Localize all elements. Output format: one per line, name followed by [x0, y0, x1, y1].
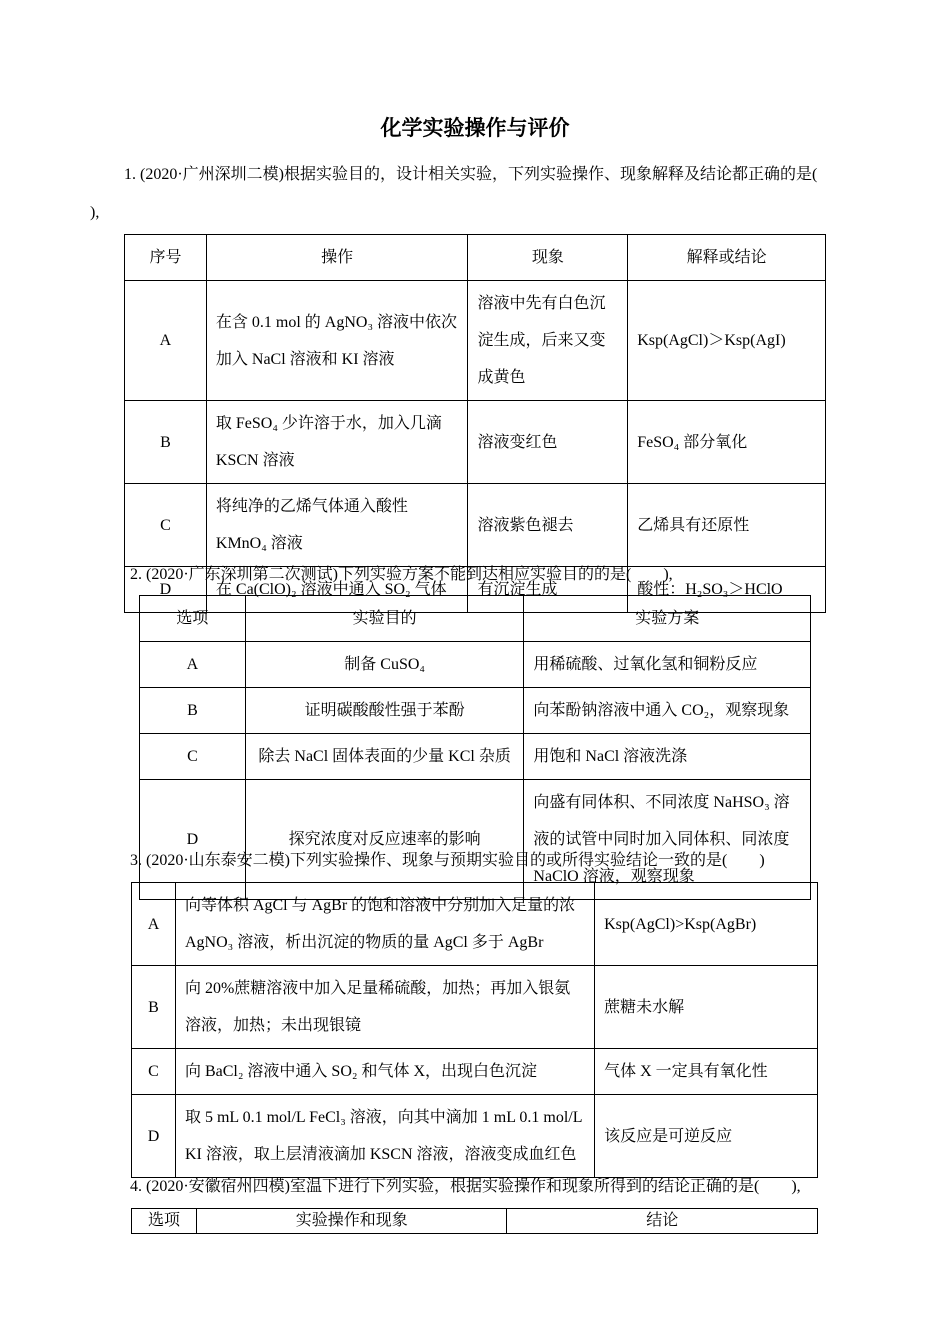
- phenomenon-cell: 有沉淀生成: [468, 567, 628, 613]
- header-cell: 实验操作和现象: [196, 1209, 507, 1234]
- question-3-stem: 3. (2020·山东泰安二模)下列实验操作、现象与预期实验目的或所得实验结论一致的是( ): [130, 852, 765, 869]
- plan-cell: 向盛有同体积、不同浓度 NaHSO₃ 溶液的试管中同时加入同体积、同浓度 NaClO 溶液，观察现象: [524, 780, 811, 900]
- phenomenon-cell: 溶液变红色: [468, 401, 628, 484]
- operation-cell: 向等体积 AgCl 与 AgBr 的饱和溶液中分别加入足量的浓 AgNO₃ 溶液，析出沉淀的物质的量 AgCl 多于 AgBr: [175, 883, 594, 966]
- row-label: B: [125, 401, 207, 484]
- conclusion-cell: 气体 X 一定具有氧化性: [595, 1049, 818, 1095]
- header-cell: 解释或结论: [628, 235, 826, 281]
- operation-cell: 在含 0.1 mol 的 AgNO₃ 溶液中依次加入 NaCl 溶液和 KI 溶液: [206, 281, 468, 401]
- table-row: [132, 966, 818, 1049]
- conclusion-cell: Ksp(AgCl)＞Ksp(AgI): [628, 281, 826, 401]
- question-1-stem: 1. (2020·广州深圳二模)根据实验目的，设计相关实验，下列实验操作、现象解释及结论都正确的是(: [124, 166, 818, 183]
- row-label: B: [140, 688, 246, 734]
- question-1-table: [124, 234, 826, 613]
- phenomenon-cell: 溶液紫色褪去: [468, 484, 628, 567]
- table-row: [125, 281, 826, 401]
- conclusion-cell: Ksp(AgCl)>Ksp(AgBr): [595, 883, 818, 966]
- operation-cell: 取 FeSO₄ 少许溶于水，加入几滴 KSCN 溶液: [206, 401, 468, 484]
- header-cell: 选项: [132, 1209, 197, 1234]
- table-row: [140, 734, 811, 780]
- table-row: [140, 688, 811, 734]
- operation-cell: 向 20%蔗糖溶液中加入足量稀硫酸，加热；再加入银氨溶液，加热；未出现银镜: [175, 966, 594, 1049]
- table-header-row: [132, 1209, 818, 1234]
- question-1-stem-end: ),: [90, 204, 100, 221]
- phenomenon-cell: 溶液中先有白色沉淀生成，后来又变成黄色: [468, 281, 628, 401]
- table-row: [132, 883, 818, 966]
- operation-cell: 取 5 mL 0.1 mol/L FeCl₃ 溶液，向其中滴加 1 mL 0.1 mol/L KI 溶液，取上层清液滴加 KSCN 溶液，溶液变成血红色: [175, 1095, 594, 1178]
- question-4-table: [131, 1208, 818, 1234]
- goal-cell: 除去 NaCl 固体表面的少量 KCl 杂质: [245, 734, 524, 780]
- plan-cell: 向苯酚钠溶液中通入 CO₂，观察现象: [524, 688, 811, 734]
- table-header-row: [140, 596, 811, 642]
- header-cell: 实验目的: [245, 596, 524, 642]
- table-row: [125, 401, 826, 484]
- row-label: D: [125, 567, 207, 613]
- row-label: A: [125, 281, 207, 401]
- row-label: D: [132, 1095, 176, 1178]
- goal-cell: 探究浓度对反应速率的影响: [245, 780, 524, 900]
- question-2-stem: 2. (2020·广东深圳第二次测试)下列实验方案不能到达相应实验目的的是( ),: [130, 566, 673, 583]
- question-4-stem: 4. (2020·安徽宿州四模)室温下进行下列实验，根据实验操作和现象所得到的结论正确的是( ),: [130, 1178, 801, 1195]
- header-cell: 选项: [140, 596, 246, 642]
- header-cell: 实验方案: [524, 596, 811, 642]
- conclusion-cell: 蔗糖未水解: [595, 966, 818, 1049]
- row-label: C: [125, 484, 207, 567]
- question-3-table: [131, 882, 818, 1178]
- table-row: [125, 484, 826, 567]
- header-cell: 序号: [125, 235, 207, 281]
- header-cell: 结论: [507, 1209, 818, 1234]
- operation-cell: 在 Ca(ClO)₂ 溶液中通入 SO₂ 气体: [206, 567, 468, 613]
- table-row: [132, 1095, 818, 1178]
- goal-cell: 证明碳酸酸性强于苯酚: [245, 688, 524, 734]
- conclusion-cell: FeSO₄ 部分氧化: [628, 401, 826, 484]
- page-title: 化学实验操作与评价: [380, 116, 570, 140]
- plan-cell: 用稀硫酸、过氧化氢和铜粉反应: [524, 642, 811, 688]
- goal-cell: 制备 CuSO₄: [245, 642, 524, 688]
- table-header-row: [125, 235, 826, 281]
- conclusion-cell: 该反应是可逆反应: [595, 1095, 818, 1178]
- operation-cell: 向 BaCl₂ 溶液中通入 SO₂ 和气体 X，出现白色沉淀: [175, 1049, 594, 1095]
- row-label: D: [140, 780, 246, 900]
- conclusion-cell: 乙烯具有还原性: [628, 484, 826, 567]
- operation-cell: 将纯净的乙烯气体通入酸性 KMnO₄ 溶液: [206, 484, 468, 567]
- header-cell: 现象: [468, 235, 628, 281]
- row-label: A: [140, 642, 246, 688]
- plan-cell: 用饱和 NaCl 溶液洗涤: [524, 734, 811, 780]
- conclusion-cell: 酸性：H₂SO₃＞HClO: [628, 567, 826, 613]
- table-row: [140, 642, 811, 688]
- row-label: C: [140, 734, 246, 780]
- row-label: A: [132, 883, 176, 966]
- header-cell: 操作: [206, 235, 468, 281]
- table-row: [132, 1049, 818, 1095]
- row-label: B: [132, 966, 176, 1049]
- row-label: C: [132, 1049, 176, 1095]
